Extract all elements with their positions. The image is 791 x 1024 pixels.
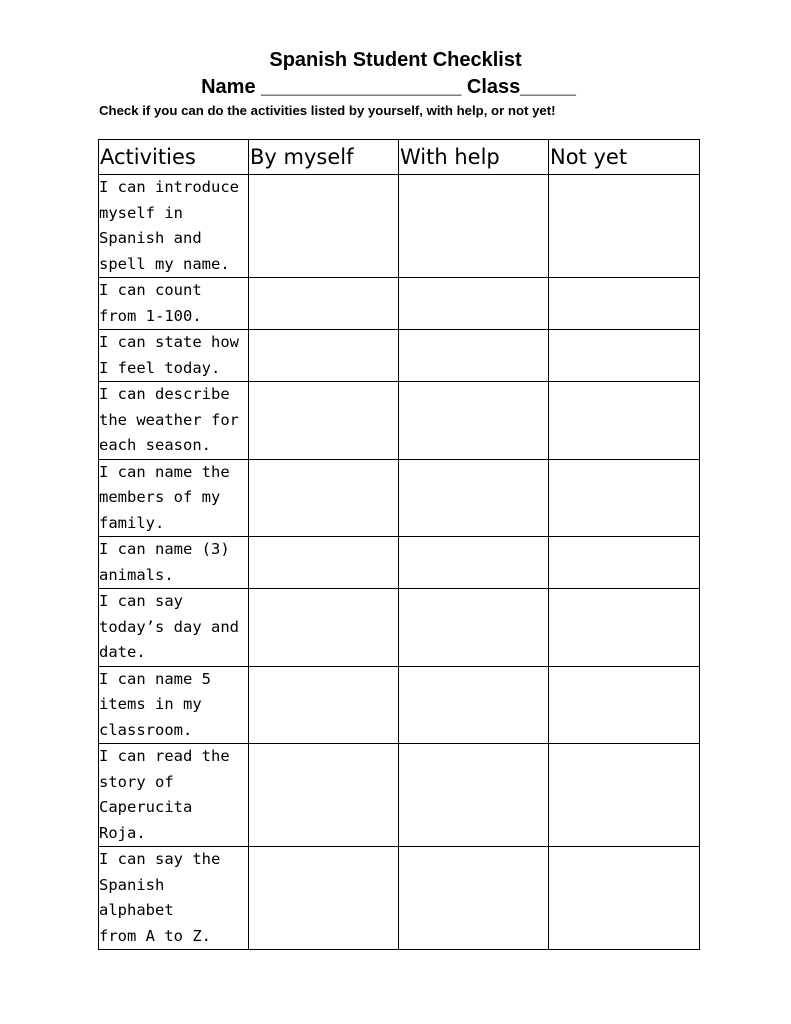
check-cell-with-help[interactable] (399, 175, 549, 278)
check-cell-not-yet[interactable] (549, 175, 700, 278)
activity-cell: I can describe the weather for each season. (99, 382, 249, 460)
check-cell-with-help[interactable] (399, 666, 549, 744)
check-cell-not-yet[interactable] (549, 847, 700, 950)
activity-cell: I can say today’s day and date. (99, 589, 249, 667)
check-cell-not-yet[interactable] (549, 744, 700, 847)
column-header-activities: Activities (99, 140, 249, 175)
check-cell-by-myself[interactable] (249, 278, 399, 330)
check-cell-with-help[interactable] (399, 744, 549, 847)
page-title: Spanish Student Checklist (269, 49, 522, 71)
table-row (99, 278, 700, 330)
check-cell-by-myself[interactable] (249, 459, 399, 537)
table-row (99, 537, 700, 589)
check-cell-by-myself[interactable] (249, 666, 399, 744)
column-header-with-help: With help (399, 140, 549, 175)
check-cell-by-myself[interactable] (249, 382, 399, 460)
check-cell-not-yet[interactable] (549, 330, 700, 382)
instructions-text: Check if you can do the activities listed by yourself, with help, or not yet! (99, 103, 556, 118)
activity-cell: I can state how I feel today. (99, 330, 249, 382)
column-header-by-myself: By myself (249, 140, 399, 175)
check-cell-with-help[interactable] (399, 537, 549, 589)
column-header-not-yet: Not yet (549, 140, 700, 175)
check-cell-by-myself[interactable] (249, 537, 399, 589)
table-row (99, 330, 700, 382)
check-cell-not-yet[interactable] (549, 382, 700, 460)
check-cell-by-myself[interactable] (249, 330, 399, 382)
table-row (99, 744, 700, 847)
check-cell-by-myself[interactable] (249, 847, 399, 950)
activity-cell: I can introduce myself in Spanish and spell my name. (99, 175, 249, 278)
table-row (99, 589, 700, 667)
activity-cell: I can name 5 items in my classroom. (99, 666, 249, 744)
check-cell-not-yet[interactable] (549, 666, 700, 744)
activity-cell: I can count from 1-100. (99, 278, 249, 330)
check-cell-with-help[interactable] (399, 589, 549, 667)
check-cell-not-yet[interactable] (549, 537, 700, 589)
table-row (99, 459, 700, 537)
table-row (99, 382, 700, 460)
name-class-line[interactable]: Name __________________ Class_____ (201, 76, 576, 98)
checklist-table (98, 139, 700, 950)
check-cell-with-help[interactable] (399, 382, 549, 460)
table-row (99, 175, 700, 278)
check-cell-with-help[interactable] (399, 847, 549, 950)
table-row (99, 847, 700, 950)
check-cell-not-yet[interactable] (549, 459, 700, 537)
activity-cell: I can say the Spanish alphabet from A to Z. (99, 847, 249, 950)
check-cell-by-myself[interactable] (249, 589, 399, 667)
check-cell-not-yet[interactable] (549, 589, 700, 667)
table-row (99, 666, 700, 744)
document-header (0, 46, 791, 100)
check-cell-not-yet[interactable] (549, 278, 700, 330)
check-cell-with-help[interactable] (399, 330, 549, 382)
table-header-row (99, 140, 700, 175)
check-cell-with-help[interactable] (399, 278, 549, 330)
check-cell-with-help[interactable] (399, 459, 549, 537)
check-cell-by-myself[interactable] (249, 744, 399, 847)
activity-cell: I can name the members of my family. (99, 459, 249, 537)
activity-cell: I can read the story of Caperucita Roja. (99, 744, 249, 847)
check-cell-by-myself[interactable] (249, 175, 399, 278)
activity-cell: I can name (3) animals. (99, 537, 249, 589)
